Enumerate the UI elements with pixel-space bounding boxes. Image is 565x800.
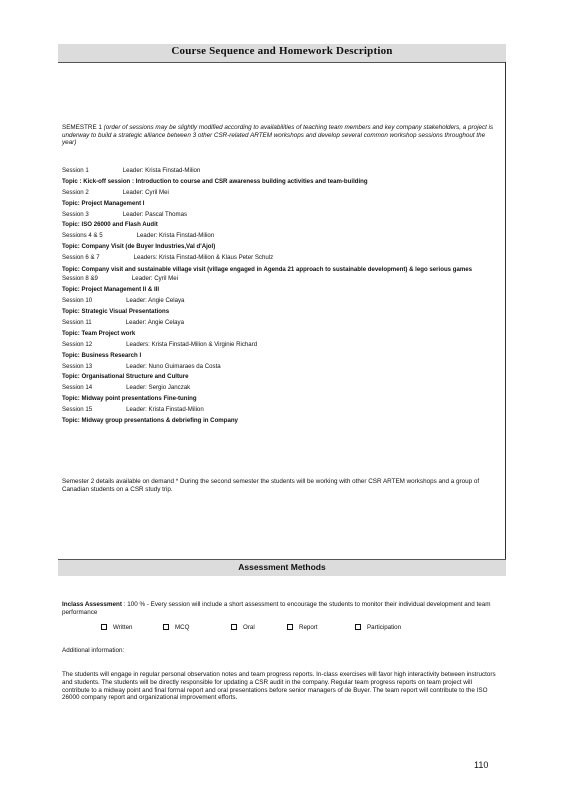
session-leader: Leader: Krista Finstad-Milion xyxy=(136,232,215,240)
session-number: Session 8 &9 xyxy=(62,275,98,283)
session-row xyxy=(62,340,500,351)
check-written xyxy=(101,624,132,631)
session-number: Session 1 xyxy=(62,167,89,174)
inclass-assessment xyxy=(62,601,500,616)
semester-2-note: Semester 2 details available on demand * During the second semester the students will be working with other CSR ARTEM workshops and a group of Canadian students on a CSR study trip. xyxy=(62,478,480,493)
session-topic: Topic: Company visit and sustainable village visit (village engaged in Agenda 21 approach to sustainable development) & lego serious games xyxy=(62,266,473,274)
check-mcq xyxy=(163,624,189,631)
session-leader: Leader: Angie Celaya xyxy=(126,297,185,305)
section-header-assessment xyxy=(58,559,506,576)
session-leader: Leader: Krista Finstad-Milion xyxy=(126,406,204,414)
session-leader: Leaders: Krista Finstad-Milion & Klaus Peter Schulz xyxy=(133,254,274,262)
session-row xyxy=(62,318,500,329)
session-list xyxy=(62,166,500,427)
session-topic: Topic: Business Research I xyxy=(62,351,142,359)
session-row xyxy=(62,210,500,221)
session-number: Session 2 xyxy=(62,188,89,196)
session-number: Session 15 xyxy=(62,406,93,414)
session-leader: Leader: Cyril Mei xyxy=(131,275,178,283)
session-row xyxy=(62,253,500,264)
session-leader: Leader: Sergio Janczak xyxy=(126,384,191,392)
session-leader: Leader: Cyril Mei xyxy=(122,188,169,196)
checkbox-icon xyxy=(355,624,361,630)
page-number: 110 xyxy=(474,760,489,770)
assessment-type-checklist xyxy=(101,624,501,634)
session-row xyxy=(62,405,500,416)
session-leader: Leader: Nuno Guimaraes da Costa xyxy=(126,362,221,370)
check-label: Oral xyxy=(243,624,255,631)
session-row xyxy=(62,296,500,307)
session-number: Session 3 xyxy=(62,210,89,218)
checkbox-icon xyxy=(287,624,293,630)
assessment-title: Assessment Methods xyxy=(238,562,326,572)
session-row xyxy=(62,383,500,394)
session-topic: Topic: Project Management II & III xyxy=(62,286,160,294)
session-leader: Leaders: Krista Finstad-Milion & Virginie Richard xyxy=(126,340,258,348)
session-row xyxy=(62,231,500,242)
check-oral xyxy=(231,624,255,631)
students-description: The students will engage in regular personal observation notes and team progress reports. In-class exercises will favor high interactivity between instructors and students. The students will be directly responsible for updating a CSR audit in the company. Regular team progress reports on team project will contribute to a midway point and final formal report and oral presentations before senior managers of de Buyer. The team report will contribute to the ISO 26000 company report and organizational improvement efforts. xyxy=(62,671,496,702)
session-number: Session 13 xyxy=(62,362,93,370)
inclass-text: : 100 % - Every session will include a short assessment to encourage the students to monitor their individual development and team performance xyxy=(62,601,491,616)
check-report xyxy=(287,624,318,631)
session-leader: Leader: Krista Finstad-Milion xyxy=(122,167,201,174)
semester-intro xyxy=(62,124,500,147)
session-row xyxy=(62,188,500,199)
session-row xyxy=(62,166,500,177)
section-title: Course Sequence and Homework Description xyxy=(171,45,393,57)
session-topic: Topic: Team Project work xyxy=(62,329,136,337)
check-label: Participation xyxy=(367,624,402,631)
session-topic: Topic: Organisational Structure and Culture xyxy=(62,373,189,381)
session-topic: Topic: Strategic Visual Presentations xyxy=(62,308,170,316)
check-label: MCQ xyxy=(175,624,190,631)
session-topic: Topic : Kick-off session : Introduction to course and CSR awareness building activities and team-building xyxy=(62,177,368,185)
session-leader: Leader: Angie Celaya xyxy=(125,318,184,326)
session-number: Session 14 xyxy=(62,384,93,392)
check-label: Written xyxy=(113,624,133,631)
session-row xyxy=(62,362,500,373)
checkbox-icon xyxy=(231,624,237,630)
semester-label: SEMESTRE 1 xyxy=(62,124,102,131)
session-leader: Leader: Pascal Thomas xyxy=(122,210,188,218)
session-number: Session 12 xyxy=(62,340,93,348)
table-border-right xyxy=(505,62,506,559)
inclass-label: Inclass Assessment xyxy=(62,601,122,608)
session-number: Session 6 & 7 xyxy=(62,254,100,262)
session-topic: Topic: Project Management I xyxy=(62,199,145,207)
additional-information-label: Additional information: xyxy=(62,647,125,654)
session-topic: Topic: Midway group presentations & debriefing in Company xyxy=(62,417,238,424)
session-number: Sessions 4 & 5 xyxy=(62,232,103,240)
section-header-course-sequence xyxy=(58,44,506,63)
session-topic: Topic: Midway point presentations Fine-tuning xyxy=(62,395,197,403)
checkbox-icon xyxy=(101,624,107,630)
session-topic: Topic: Company Visit (de Buyer Industries,Val d'Ajol) xyxy=(62,243,216,251)
checkbox-icon xyxy=(163,624,169,630)
session-number: Session 11 xyxy=(62,318,92,326)
session-topic: Topic: ISO 26000 and Flash Audit xyxy=(62,221,158,229)
semester-intro-text: (order of sessions may be slightly modified according to availabilities of teaching team members and key company stakeholders, a project is underway to build a strategic alliance between 3 other CSR-related ARTEM workshops and develop several common workshop sessions throughout the year) xyxy=(62,124,494,147)
session-row xyxy=(62,274,500,285)
check-label: Report xyxy=(299,624,318,631)
session-number: Session 10 xyxy=(62,297,93,305)
check-participation xyxy=(355,624,401,631)
